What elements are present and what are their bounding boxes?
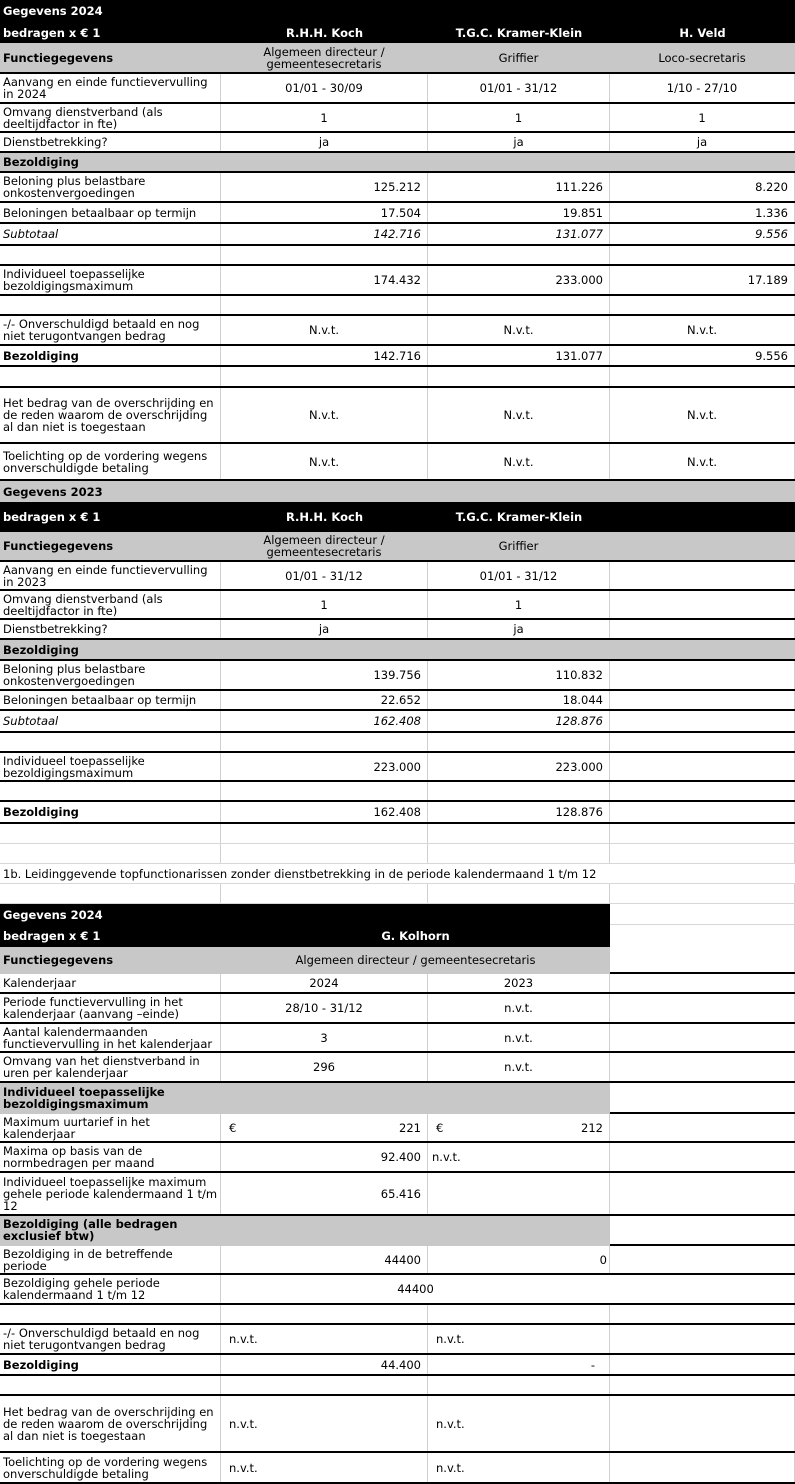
row-label: Maximum uurtarief in het kalenderjaar [0, 1114, 221, 1141]
value: n.v.t. [428, 1143, 610, 1171]
person-header-row-1b [0, 925, 795, 947]
bezoldiging-row [0, 346, 795, 367]
periode-value: 01/01 - 31/12 [428, 74, 610, 102]
dienst-value: ja [610, 133, 795, 151]
person-name: H. Veld [679, 25, 726, 40]
row-label: Toelichting op de vordering wegens onverschuldigde betaling [0, 1453, 221, 1482]
amount: 9.556 [610, 224, 795, 244]
amount: 162.408 [221, 802, 428, 822]
amount: 65.416 [221, 1173, 428, 1214]
amount: 19.851 [428, 203, 610, 222]
amount: 8.220 [610, 173, 795, 201]
amount: 111.226 [428, 173, 610, 201]
value: N.v.t. [610, 444, 795, 479]
value: 296 [221, 1053, 428, 1081]
unit-label: bedragen x € 1 [3, 510, 101, 524]
currency-symbol: € [436, 1120, 444, 1135]
row-label: Beloning plus belastbare onkostenvergoedingen [0, 661, 221, 689]
overschrijding-row [0, 388, 795, 444]
value: n.v.t. [428, 1053, 610, 1081]
value: n.v.t. [428, 1024, 610, 1051]
onverschuldigd-row [0, 316, 795, 346]
section-2023-title-row [0, 481, 795, 502]
max-periode-row [0, 1173, 795, 1216]
row-label: Bezoldiging [0, 346, 221, 365]
section-header: Bezoldiging [0, 640, 221, 659]
empty-row [0, 884, 795, 904]
amount: 125.212 [221, 173, 428, 201]
dienst-row [0, 133, 795, 153]
overschrijding-row-1b [0, 1396, 795, 1453]
bezoldiging-header-row [0, 153, 795, 173]
functie-row-2023 [0, 532, 795, 562]
person-name: T.G.C. Kramer-Klein [455, 510, 583, 524]
row-label: Periode functievervulling in het kalenderjaar (aanvang –einde) [0, 994, 221, 1022]
empty-row [0, 246, 795, 266]
value: N.v.t. [221, 316, 428, 344]
beloning-row [0, 173, 795, 203]
row-label: Aanvang en einde functievervulling in 2024 [0, 74, 221, 102]
row-label: -/- Onverschuldigd betaald en nog niet terugontvangen bedrag [0, 1325, 221, 1353]
section-title: Gegevens 2023 [0, 481, 221, 502]
functie-value: Griffier [428, 43, 610, 72]
amount: 0 [428, 1246, 610, 1273]
uurtarief-row [0, 1114, 795, 1143]
subtotaal-row-2023 [0, 711, 795, 733]
bez-gehele-row [0, 1275, 795, 1305]
amount: 22.652 [221, 691, 428, 709]
currency-amount [428, 1114, 610, 1141]
row-label: Individueel toepasselijke bezoldigingsmaximum [0, 266, 221, 294]
omvang-row-2023 [0, 591, 795, 620]
value: n.v.t. [428, 1396, 610, 1451]
periode-value: 01/01 - 31/12 [221, 562, 428, 589]
bezoldiging-header-row-2023 [0, 640, 795, 661]
max-row-2023 [0, 753, 795, 782]
periode-row-1b [0, 994, 795, 1024]
row-label: Individueel toepasselijke maximum gehele periode kalendermaand 1 t/m 12 [0, 1173, 221, 1214]
amount: 139.756 [221, 661, 428, 689]
currency-amount [221, 1114, 428, 1141]
row-label: Toelichting op de vordering wegens onverschuldigde betaling [0, 444, 221, 479]
termijn-row-2023 [0, 691, 795, 711]
value: N.v.t. [610, 316, 795, 344]
value: n.v.t. [221, 1325, 428, 1353]
row-label: -/- Onverschuldigd betaald en nog niet terugontvangen bedrag [0, 316, 221, 344]
bezoldiging-header-row-1b [0, 1216, 795, 1246]
row-label: Maxima op basis van de normbedragen per maand [0, 1143, 221, 1171]
value: N.v.t. [610, 388, 795, 442]
amount: 233.000 [428, 266, 610, 294]
row-label: Bezoldiging [0, 802, 221, 822]
row-label: Individueel toepasselijke bezoldigingsmaximum [0, 753, 221, 780]
amount: 174.432 [221, 266, 428, 294]
max-header-row-1b [0, 1083, 795, 1114]
value: N.v.t. [428, 388, 610, 442]
persons-header-row [0, 22, 795, 43]
row-label: Bezoldiging gehele periode kalendermaand 1 t/m 12 [0, 1275, 221, 1303]
functie-value: Algemeen directeur / gemeentesecretaris [295, 952, 536, 967]
amount: 223.000 [221, 753, 428, 780]
person-name: R.H.H. Koch [285, 510, 364, 524]
persons-header-row-2023 [0, 502, 795, 532]
value: N.v.t. [221, 444, 428, 479]
value: 3 [221, 1024, 428, 1051]
amount: 162.408 [221, 711, 428, 731]
functie-value: Algemeen directeur / gemeentesecretaris [221, 43, 428, 72]
value: n.v.t. [428, 994, 610, 1022]
amount: 142.716 [221, 346, 428, 365]
empty-row [0, 844, 795, 864]
dienst-value: ja [428, 620, 610, 638]
empty-row [0, 1376, 795, 1396]
functie-value: Loco-secretaris [610, 43, 795, 72]
omvang-value: 1 [428, 591, 610, 618]
amount: 212 [581, 1120, 603, 1135]
periode-row-2023 [0, 562, 795, 591]
unit-label: bedragen x € 1 [3, 25, 101, 40]
person-name: G. Kolhorn [381, 929, 450, 943]
row-label: Aantal kalendermaanden functievervulling in het kalenderjaar [0, 1024, 221, 1051]
periode-value: 1/10 - 27/10 [610, 74, 795, 102]
omvang-value: 1 [221, 104, 428, 131]
row-label: Subtotaal [0, 711, 221, 731]
amount: 110.832 [428, 661, 610, 689]
row-label: Functiegegevens [0, 43, 221, 72]
row-label: Het bedrag van de overschrijding en de reden waarom de overschrijding al dan niet is toegestaan [0, 388, 221, 442]
amount: 44400 [397, 1282, 434, 1296]
value: n.v.t. [221, 1453, 428, 1482]
toelichting-row-1b [0, 1453, 795, 1484]
periode-row [0, 74, 795, 104]
subtotaal-row [0, 224, 795, 246]
dienst-value: ja [428, 133, 610, 151]
amount: 92.400 [221, 1143, 428, 1171]
empty-row [0, 367, 795, 388]
empty-row [0, 782, 795, 802]
amount: 9.556 [610, 346, 795, 365]
omvang-value: 1 [428, 104, 610, 131]
section-header: Bezoldiging (alle bedragen exclusief btw) [3, 1217, 178, 1243]
amount: 128.876 [428, 802, 610, 822]
dienst-value: ja [221, 620, 428, 638]
bezoldiging-row-2023 [0, 802, 795, 824]
row-label: Beloningen betaalbaar op termijn [0, 691, 221, 709]
empty-row [0, 824, 795, 844]
row-label: Beloning plus belastbare onkostenvergoedingen [0, 173, 221, 201]
amount: 17.504 [221, 203, 428, 222]
empty-row [0, 733, 795, 753]
functie-row-1b [0, 947, 795, 974]
max-row [0, 266, 795, 296]
empty-row [0, 296, 795, 316]
person-name: R.H.H. Koch [285, 25, 364, 40]
dienst-row-2023 [0, 620, 795, 640]
row-label: Dienstbetrekking? [0, 133, 221, 151]
amount: 44400 [221, 1246, 428, 1273]
section-title: Gegevens 2024 [3, 907, 103, 922]
maanden-row [0, 1024, 795, 1053]
row-label: Bezoldiging [0, 1355, 221, 1374]
kalenderjaar-row [0, 974, 795, 994]
amount: - [428, 1355, 610, 1374]
value: n.v.t. [428, 1325, 610, 1353]
row-label: Aanvang en einde functievervulling in 2023 [0, 562, 221, 589]
bezoldiging-row-1b [0, 1355, 795, 1376]
empty-row [0, 1305, 795, 1325]
row-label: Kalenderjaar [0, 974, 221, 992]
omvang-value: 1 [610, 104, 795, 131]
unit-label: bedragen x € 1 [3, 929, 101, 943]
dienst-value: ja [221, 133, 428, 151]
row-label: Functiegegevens [3, 952, 114, 967]
value: 28/10 - 31/12 [221, 994, 428, 1022]
section-header: Bezoldiging [0, 153, 221, 171]
row-label: Het bedrag van de overschrijding en de reden waarom de overschrijding al dan niet is toegestaan [0, 1396, 221, 1451]
row-label: Functiegegevens [0, 532, 221, 560]
omvang-row [0, 104, 795, 133]
amount: 142.716 [221, 224, 428, 244]
row-label: Subtotaal [0, 224, 221, 244]
row-label: Omvang van het dienstverband in uren per kalenderjaar [0, 1053, 221, 1081]
amount: 131.077 [428, 346, 610, 365]
section-header: Individueel toepasselijke bezoldigingsmaximum [3, 1084, 165, 1111]
amount: 128.876 [428, 711, 610, 731]
beloning-row-2023 [0, 661, 795, 691]
functie-row [0, 43, 795, 74]
periode-value: 01/01 - 31/12 [428, 562, 610, 589]
functie-value: Algemeen directeur / gemeentesecretaris [221, 532, 428, 560]
section-title: Gegevens 2024 [3, 4, 103, 18]
omvang-value: 1 [221, 591, 428, 618]
periode-value: 01/01 - 30/09 [221, 74, 428, 102]
row-label: Omvang dienstverband (als deeltijdfactor in fte) [0, 591, 221, 618]
value: n.v.t. [428, 1453, 610, 1482]
normbedragen-row [0, 1143, 795, 1173]
year: 2023 [428, 974, 610, 992]
currency-symbol: € [229, 1120, 237, 1135]
toelichting-row [0, 444, 795, 481]
row-label: Bezoldiging in de betreffende periode [0, 1246, 221, 1273]
amount: 44.400 [221, 1355, 428, 1374]
note-1b: 1b. Leidinggevende topfunctionarissen zonder dienstbetrekking in de periode kalendermaand 1 t/m 12 [0, 864, 795, 884]
value: n.v.t. [221, 1396, 428, 1451]
amount: 17.189 [610, 266, 795, 294]
section-1b-title-row [0, 904, 795, 925]
person-name: T.G.C. Kramer-Klein [455, 25, 583, 40]
onverschuldigd-row-1b [0, 1325, 795, 1355]
section-2024-title-row [0, 0, 795, 22]
row-label: Dienstbetrekking? [0, 620, 221, 638]
amount: 223.000 [428, 753, 610, 780]
value: N.v.t. [428, 316, 610, 344]
amount: 131.077 [428, 224, 610, 244]
uren-row [0, 1053, 795, 1083]
amount: 1.336 [610, 203, 795, 222]
value: N.v.t. [428, 444, 610, 479]
amount: 18.044 [428, 691, 610, 709]
functie-value: Griffier [428, 532, 610, 560]
row-label: Omvang dienstverband (als deeltijdfactor in fte) [0, 104, 221, 131]
termijn-row [0, 203, 795, 224]
value: N.v.t. [221, 388, 428, 442]
row-label: Beloningen betaalbaar op termijn [0, 203, 221, 222]
amount: 221 [399, 1120, 421, 1135]
bez-periode-row [0, 1246, 795, 1275]
year: 2024 [221, 974, 428, 992]
